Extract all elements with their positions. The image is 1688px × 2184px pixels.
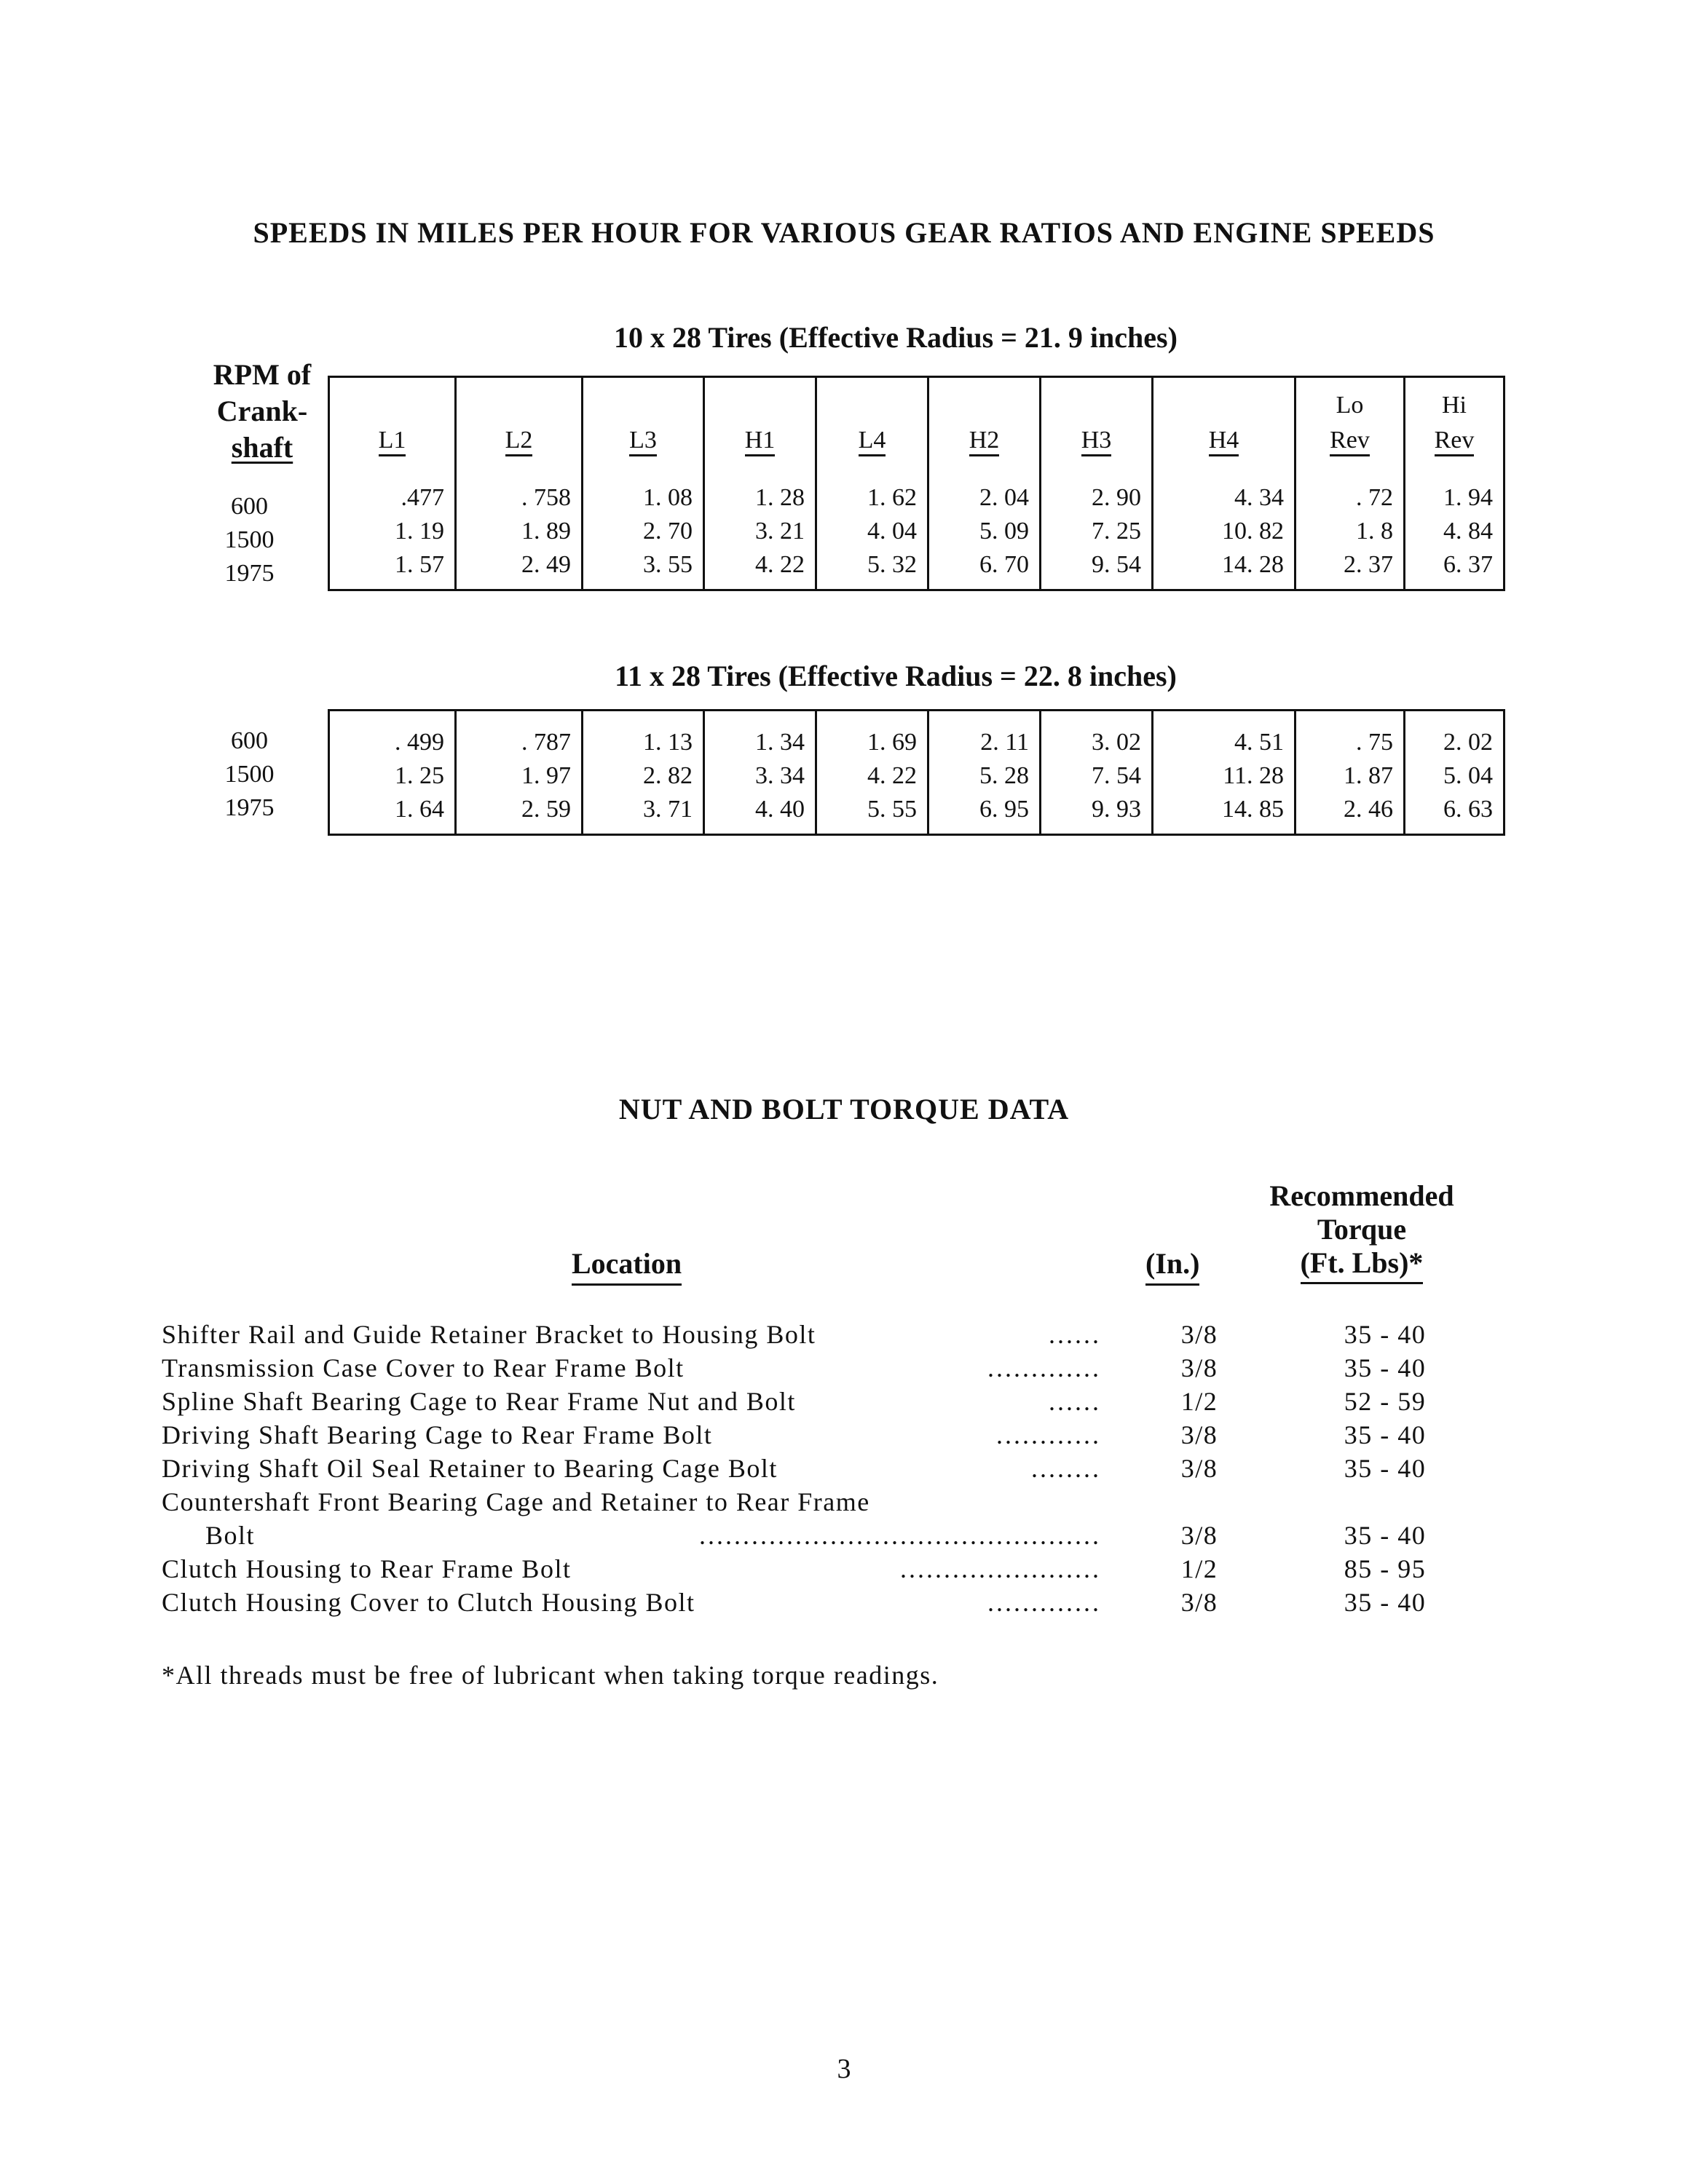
- table-cell: 2. 49: [456, 548, 583, 590]
- table-cell: 3. 55: [583, 548, 704, 590]
- leader-dots: ......: [1049, 1320, 1101, 1349]
- torque-size: 3/8: [1180, 1320, 1218, 1349]
- gear-header-l3: L3: [583, 377, 704, 467]
- torque-value: 35 - 40: [1344, 1521, 1427, 1550]
- table-cell: 4. 84: [1405, 515, 1504, 548]
- torque-row: [162, 1319, 1509, 1353]
- table-cell: . 72: [1295, 467, 1405, 515]
- torque-value: 35 - 40: [1344, 1454, 1427, 1483]
- table-cell: 4. 22: [816, 759, 928, 793]
- torque-location: Bolt: [205, 1521, 256, 1550]
- torque-size: 3/8: [1180, 1521, 1218, 1550]
- torque-row: [162, 1554, 1509, 1587]
- page-number: 3: [837, 2054, 851, 2084]
- table-cell: 2. 04: [928, 467, 1041, 515]
- table-cell: 14. 28: [1153, 548, 1295, 590]
- torque-location: Clutch Housing Cover to Clutch Housing Bolt: [162, 1588, 695, 1617]
- torque-section-title: NUT AND BOLT TORQUE DATA: [618, 1093, 1070, 1125]
- table-row: [329, 793, 1504, 835]
- table-cell: 2. 37: [1295, 548, 1405, 590]
- table-cell: 4. 51: [1153, 711, 1295, 760]
- table-cell: 6. 37: [1405, 548, 1504, 590]
- gear-header-h3: H3: [1041, 377, 1153, 467]
- table-cell: 7. 25: [1041, 515, 1153, 548]
- torque-location: Transmission Case Cover to Rear Frame Bolt: [162, 1353, 685, 1382]
- table-cell: 2. 02: [1405, 711, 1504, 760]
- table-cell: 4. 04: [816, 515, 928, 548]
- rpm-value: 1500: [224, 526, 275, 553]
- table-cell: 10. 82: [1153, 515, 1295, 548]
- torque-header-location: Location: [572, 1246, 682, 1286]
- torque-header-recommended: [1238, 1179, 1486, 1280]
- rpm-value: 600: [231, 727, 268, 754]
- rpm-value: 1500: [224, 761, 275, 788]
- leader-dots: ..............................................: [699, 1521, 1101, 1550]
- torque-value: 35 - 40: [1344, 1588, 1427, 1617]
- torque-row: [162, 1353, 1509, 1386]
- torque-header-line-2: Torque: [1317, 1213, 1407, 1246]
- gear-header-l1: L1: [329, 377, 456, 467]
- table-cell: 1. 64: [329, 793, 456, 835]
- leader-dots: .............: [987, 1588, 1101, 1617]
- leader-dots: .............: [987, 1353, 1101, 1382]
- torque-size: 3/8: [1180, 1420, 1218, 1449]
- table-cell: 9. 93: [1041, 793, 1153, 835]
- table-cell: 1. 89: [456, 515, 583, 548]
- rpm-header-line-3: shaft: [231, 431, 293, 464]
- leader-dots: ............: [996, 1420, 1101, 1449]
- torque-location: Driving Shaft Oil Seal Retainer to Bearing Cage Bolt: [162, 1454, 778, 1483]
- gear-header-hi-rev: Hi Rev: [1405, 377, 1504, 467]
- table-cell: . 499: [329, 711, 456, 760]
- table-cell: 1. 25: [329, 759, 456, 793]
- gear-header-h4: H4: [1153, 377, 1295, 467]
- gear-header-h2: H2: [928, 377, 1041, 467]
- table-cell: 3. 02: [1041, 711, 1153, 760]
- torque-location: Shifter Rail and Guide Retainer Bracket to Housing Bolt: [162, 1320, 816, 1349]
- torque-value: 85 - 95: [1344, 1554, 1427, 1583]
- table-cell: . 75: [1295, 711, 1405, 760]
- table-cell: 2. 70: [583, 515, 704, 548]
- table-cell: 6. 95: [928, 793, 1041, 835]
- table-title-10x28: 10 x 28 Tires (Effective Radius = 21. 9 inches): [614, 321, 1178, 354]
- table-cell: 2. 11: [928, 711, 1041, 760]
- table-cell: 5. 55: [816, 793, 928, 835]
- table-cell: 3. 34: [704, 759, 816, 793]
- table-cell: 5. 32: [816, 548, 928, 590]
- torque-size: 1/2: [1180, 1387, 1218, 1416]
- table-cell: 1. 57: [329, 548, 456, 590]
- table-cell: 1. 08: [583, 467, 704, 515]
- torque-value: 52 - 59: [1344, 1387, 1427, 1416]
- table-cell: 9. 54: [1041, 548, 1153, 590]
- speed-table-11x28: [328, 709, 1505, 836]
- torque-size: 3/8: [1180, 1588, 1218, 1617]
- table-cell: 5. 09: [928, 515, 1041, 548]
- torque-row: [162, 1386, 1509, 1420]
- torque-row: [162, 1520, 1509, 1554]
- table-cell: 2. 46: [1295, 793, 1405, 835]
- table-cell: 4. 34: [1153, 467, 1295, 515]
- table-cell: 5. 04: [1405, 759, 1504, 793]
- table-cell: 1. 97: [456, 759, 583, 793]
- table-title-11x28: 11 x 28 Tires (Effective Radius = 22. 8 inches): [615, 660, 1177, 692]
- rpm-column-header: [186, 357, 339, 466]
- table-cell: 3. 21: [704, 515, 816, 548]
- table-cell: 5. 28: [928, 759, 1041, 793]
- torque-location: Clutch Housing to Rear Frame Bolt: [162, 1554, 572, 1583]
- gear-header-lo-rev: Lo Rev: [1295, 377, 1405, 467]
- torque-row: [162, 1487, 1509, 1520]
- rpm-value: 1975: [224, 560, 275, 587]
- table-cell: . 758: [456, 467, 583, 515]
- table-row: [329, 711, 1504, 760]
- rpm-column-table-1: [197, 490, 302, 590]
- leader-dots: .......................: [900, 1554, 1101, 1583]
- torque-row: [162, 1587, 1509, 1621]
- gear-header-h1: H1: [704, 377, 816, 467]
- table-cell: 1. 87: [1295, 759, 1405, 793]
- table-cell: .477: [329, 467, 456, 515]
- table-row: [329, 467, 1504, 515]
- table-row: [329, 548, 1504, 590]
- torque-size: 1/2: [1180, 1554, 1218, 1583]
- page-title: SPEEDS IN MILES PER HOUR FOR VARIOUS GEAR RATIOS AND ENGINE SPEEDS: [253, 216, 1435, 249]
- torque-header-line-1: Recommended: [1269, 1179, 1454, 1212]
- torque-row: [162, 1420, 1509, 1453]
- table-cell: 1. 62: [816, 467, 928, 515]
- leader-dots: ........: [1031, 1454, 1101, 1483]
- rpm-header-line-1: RPM of: [213, 358, 312, 391]
- rpm-value: 600: [231, 493, 268, 520]
- footnote: *All threads must be free of lubricant when taking torque readings.: [162, 1661, 939, 1690]
- table-cell: 1. 13: [583, 711, 704, 760]
- table-cell: 14. 85: [1153, 793, 1295, 835]
- table-row: [329, 515, 1504, 548]
- table-cell: 6. 70: [928, 548, 1041, 590]
- table-cell: 4. 40: [704, 793, 816, 835]
- table-cell: 2. 59: [456, 793, 583, 835]
- torque-size: 3/8: [1180, 1353, 1218, 1382]
- rpm-header-line-2: Crank-: [216, 395, 308, 427]
- gear-header-l4: L4: [816, 377, 928, 467]
- torque-location: Countershaft Front Bearing Cage and Retainer to Rear Frame: [162, 1487, 870, 1516]
- torque-header-size: (In.): [1145, 1246, 1199, 1286]
- leader-dots: ......: [1049, 1387, 1101, 1416]
- gear-header-l2: L2: [456, 377, 583, 467]
- torque-row: [162, 1453, 1509, 1487]
- torque-location: Spline Shaft Bearing Cage to Rear Frame Nut and Bolt: [162, 1387, 796, 1416]
- table-cell: 1. 28: [704, 467, 816, 515]
- table-cell: 1. 19: [329, 515, 456, 548]
- torque-value: 35 - 40: [1344, 1320, 1427, 1349]
- table-cell: 1. 69: [816, 711, 928, 760]
- table-cell: 4. 22: [704, 548, 816, 590]
- torque-value: 35 - 40: [1344, 1420, 1427, 1449]
- table-cell: 2. 82: [583, 759, 704, 793]
- table-cell: 6. 63: [1405, 793, 1504, 835]
- table-cell: 1. 94: [1405, 467, 1504, 515]
- table-cell: 2. 90: [1041, 467, 1153, 515]
- table-cell: 1. 8: [1295, 515, 1405, 548]
- table-cell: 3. 71: [583, 793, 704, 835]
- speed-table-10x28: [328, 376, 1505, 591]
- table-cell: 7. 54: [1041, 759, 1153, 793]
- torque-size: 3/8: [1180, 1454, 1218, 1483]
- table-cell: 1. 34: [704, 711, 816, 760]
- table-row: [329, 759, 1504, 793]
- torque-header-line-3: (Ft. Lbs)*: [1301, 1246, 1424, 1284]
- table-cell: . 787: [456, 711, 583, 760]
- rpm-column-table-2: [197, 724, 302, 825]
- table-cell: 11. 28: [1153, 759, 1295, 793]
- gear-header-row: [329, 377, 1504, 467]
- torque-value: 35 - 40: [1344, 1353, 1427, 1382]
- torque-location: Driving Shaft Bearing Cage to Rear Frame Bolt: [162, 1420, 713, 1449]
- rpm-value: 1975: [224, 794, 275, 821]
